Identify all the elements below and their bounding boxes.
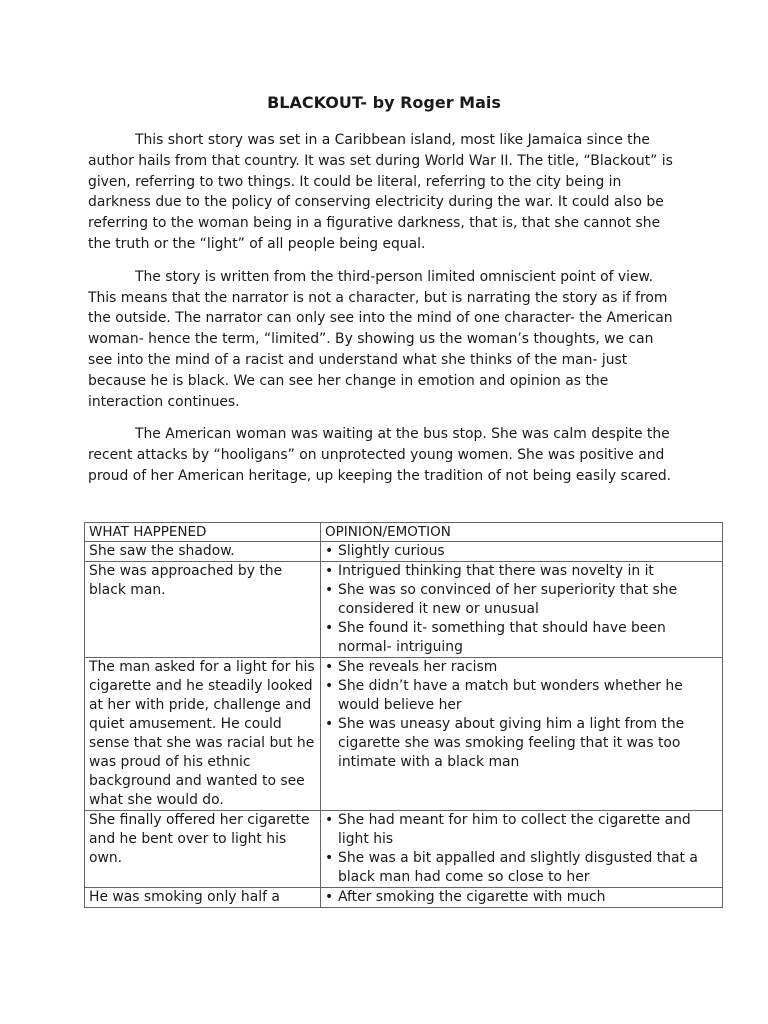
list-item: • She was uneasy about giving him a light from the cigarette she was smoking feeling that it was too intimate with a black man [325, 715, 718, 772]
table-row [85, 811, 723, 888]
list-item: • After smoking the cigarette with much [325, 888, 718, 907]
document-page [88, 92, 680, 499]
list-item: • She reveals her racism [325, 658, 718, 677]
list-item: • She was so convinced of her superiority that she considered it new or unusual [325, 581, 718, 619]
table-header-row [85, 523, 723, 542]
paragraph-setting: This short story was set in a Caribbean island, most like Jamaica since the author hails from that country. It was set during World War II. The title, “Blackout” is given, referring to two things. It could be literal, referring to the city being in darkness due to the policy of conserving electricity during the war. It could also be referring to the woman being in a figurative darkness, that is, that she cannot she the truth or the “light” of all people being equal. [88, 132, 673, 252]
list-item: • She had meant for him to collect the cigarette and light his [325, 811, 718, 849]
paragraph-point-of-view: The story is written from the third-person limited omniscient point of view. This means that the narrator is not a character, but is narrating the story as if from the outside. The narrator can only see into the mind of one character- the American woman- hence the term, “limited”. By showing us the woman’s thoughts, we can see into the mind of a racist and understand what she thinks of the man- just because he is black. We can see her change in emotion and opinion as the interaction continues. [88, 268, 673, 410]
opinion-list [325, 542, 718, 561]
list-item: • She was a bit appalled and slightly disgusted that a black man had come so close to her [325, 849, 718, 887]
event-cell: The man asked for a light for his cigarette and he steadily looked at her with pride, challenge and quiet amusement. He could sense that she was racial but he was proud of his ethnic background and wanted to see what she would do. [85, 658, 321, 811]
opinion-list [325, 888, 718, 907]
opinion-list [325, 811, 718, 887]
opinion-cell [321, 658, 723, 811]
list-item: • She found it- something that should have been normal- intriguing [325, 619, 718, 657]
header-opinion-emotion: OPINION/EMOTION [321, 523, 723, 542]
list-item: • She didn’t have a match but wonders whether he would believe her [325, 677, 718, 715]
list-item: • Slightly curious [325, 542, 718, 561]
opinion-cell [321, 811, 723, 888]
event-cell: She saw the shadow. [85, 542, 321, 562]
opinion-cell [321, 888, 723, 908]
table-row [85, 542, 723, 562]
opinion-cell [321, 562, 723, 658]
opinion-cell [321, 542, 723, 562]
paragraph-bus-stop: The American woman was waiting at the bus stop. She was calm despite the recent attacks by “hooligans” on unprotected young women. She was positive and proud of her American heritage, up keeping the tradition of not being easily scared. [88, 426, 672, 484]
table-row [85, 888, 723, 908]
header-what-happened: WHAT HAPPENED [85, 523, 321, 542]
document-title: BLACKOUT- by Roger Mais [267, 93, 501, 112]
opinion-list [325, 562, 718, 657]
opinion-list [325, 658, 718, 772]
event-cell: He was smoking only half a [85, 888, 321, 908]
table-row [85, 658, 723, 811]
events-table [84, 522, 723, 908]
list-item: • Intrigued thinking that there was novelty in it [325, 562, 718, 581]
event-cell: She finally offered her cigarette and he bent over to light his own. [85, 811, 321, 888]
event-cell: She was approached by the black man. [85, 562, 321, 658]
table-row [85, 562, 723, 658]
